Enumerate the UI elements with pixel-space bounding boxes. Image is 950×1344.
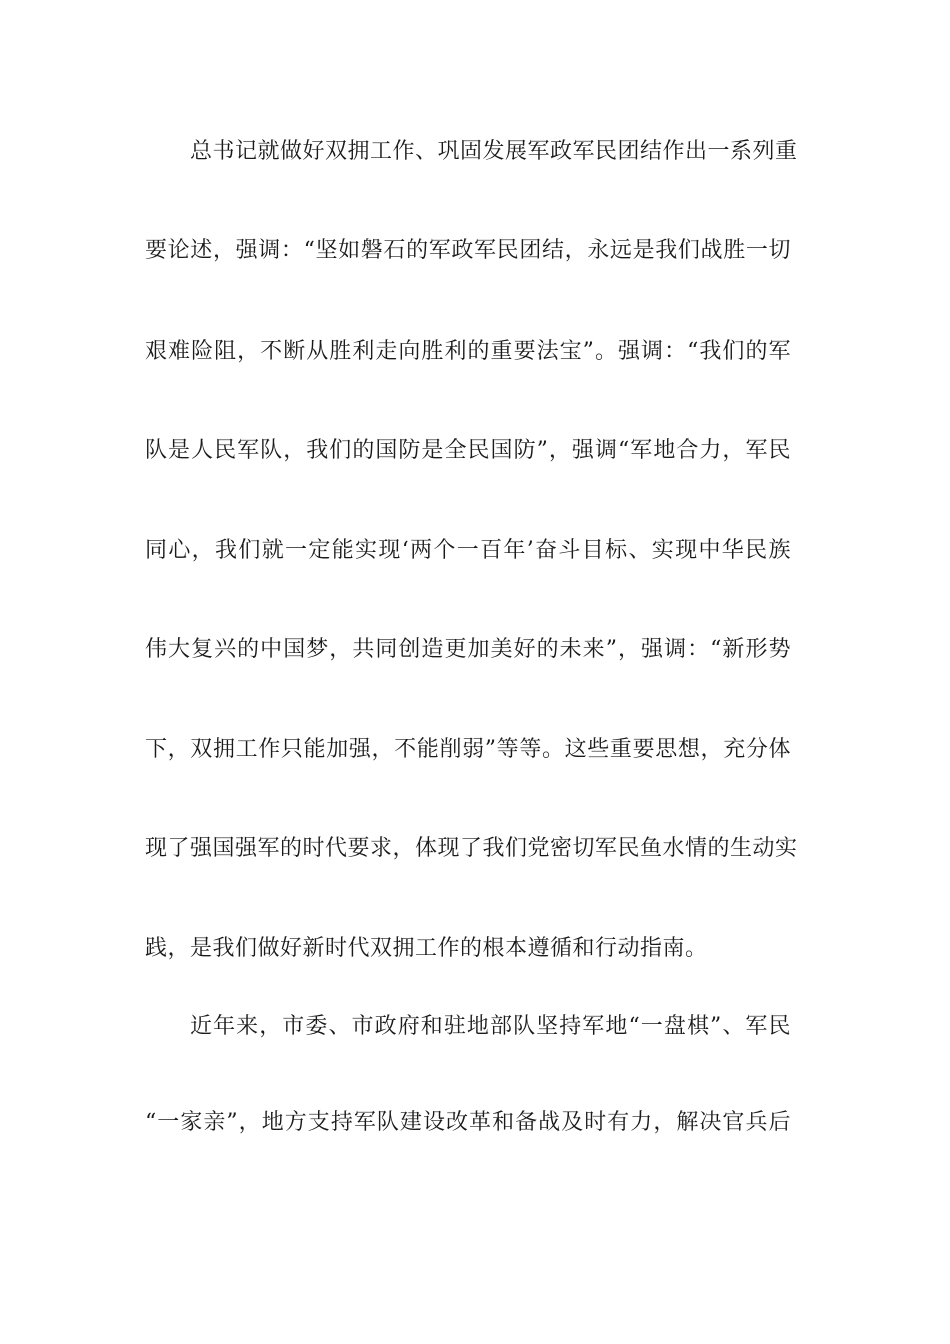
text-line: 伟大复兴的中国梦，共同创造更加美好的未来”，强调：“新形势 [145,637,791,662]
text-line: 近年来，市委、市政府和驻地部队坚持军地“一盘棋”、军民 [190,1014,791,1039]
text-line: 践，是我们做好新时代双拥工作的根本遵循和行动指南。 [145,936,708,961]
text-line: “一家亲”，地方支持军队建设改革和备战及时有力，解决官兵后 [145,1110,791,1135]
text-line: 队是人民军队，我们的国防是全民国防”，强调“军地合力，军民 [145,438,791,463]
text-line: 总书记就做好双拥工作、巩固发展军政军民团结作出一系列重 [190,139,798,164]
text-line: 下，双拥工作只能加强，不能削弱”等等。这些重要思想，充分体 [145,737,791,762]
text-line: 现了强国强军的时代要求，体现了我们党密切军民鱼水情的生动实 [145,836,798,861]
text-line: 要论述，强调：“坚如磐石的军政军民团结，永远是我们战胜一切 [145,238,791,263]
text-line: 同心，我们就一定能实现‘两个一百年’奋斗目标、实现中华民族 [145,538,791,563]
text-line: 艰难险阻，不断从胜利走向胜利的重要法宝”。强调：“我们的军 [145,339,791,364]
